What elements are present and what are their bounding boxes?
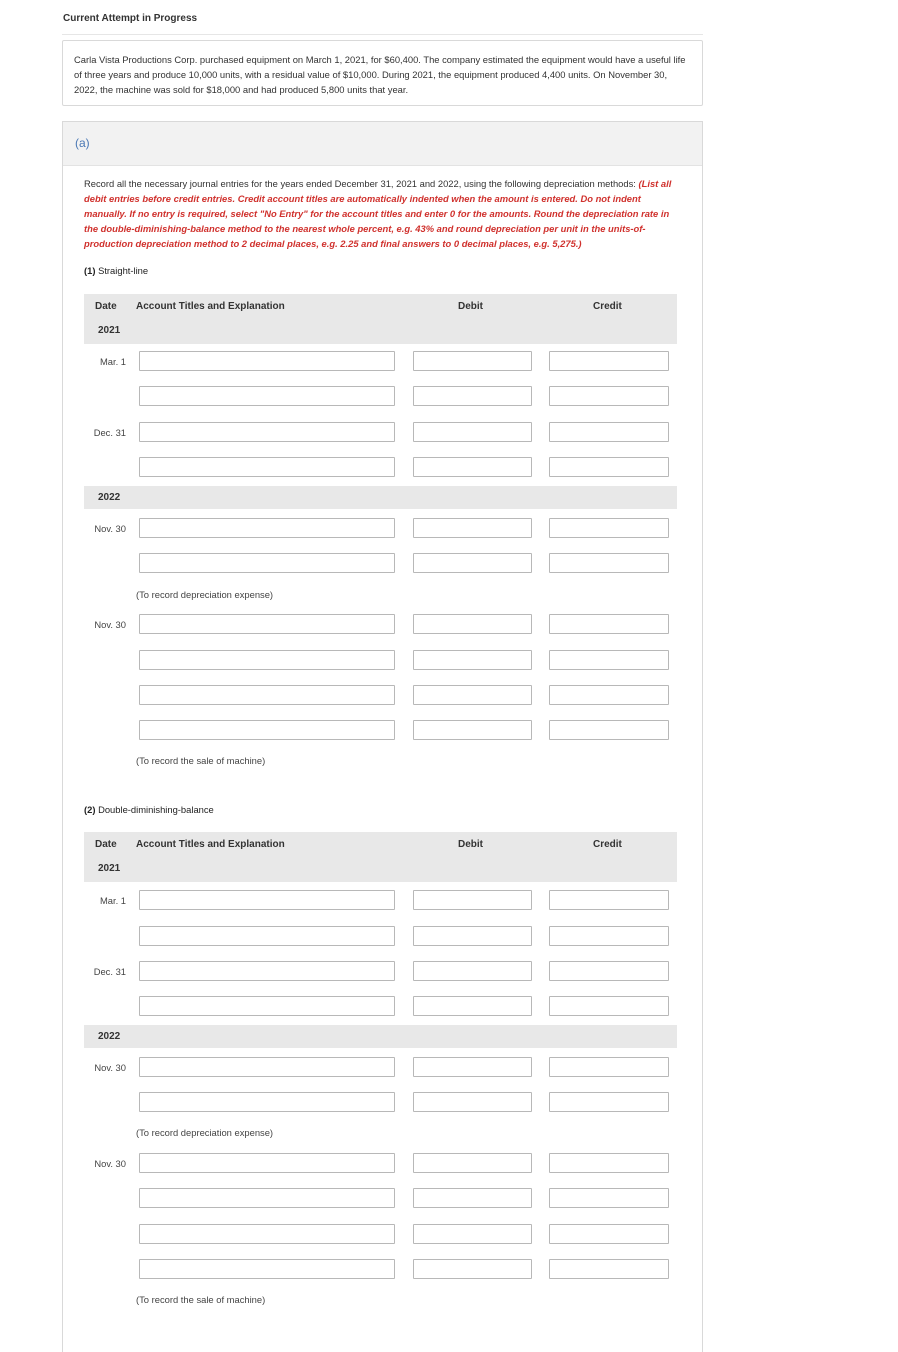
credit-input[interactable]: [549, 1057, 669, 1077]
credit-input[interactable]: [549, 890, 669, 910]
credit-input[interactable]: [549, 351, 669, 371]
date-mar-1: Mar. 1: [99, 895, 126, 906]
instructions-warning: (List all debit entries before credit entries. Credit account titles are automatically indented when the amount is entered. Do not indent manually. If no entry is required, select "No Entry" for the account titles and enter 0 for the amounts. Round the depreciation rate in the double-diminishing-balance method to the nearest whole percent, e.g. 43% and round depreciation per unit in the units-of-production depreciation method to 2 decimal places, e.g. 2.25 and final answers to 0 decimal places, e.g. 5,275.): [84, 178, 672, 249]
date-mar-1: Mar. 1: [99, 356, 126, 367]
memo-sale: (To record the sale of machine): [136, 755, 266, 766]
header-debit: Debit: [458, 301, 483, 312]
debit-input[interactable]: [413, 720, 532, 740]
account-input[interactable]: [139, 961, 395, 981]
debit-input[interactable]: [413, 386, 532, 406]
header-account: Account Titles and Explanation: [136, 839, 285, 850]
header-credit: Credit: [593, 301, 622, 312]
credit-input[interactable]: [549, 614, 669, 634]
method-label-straight-line: [84, 265, 148, 276]
date-nov-30: Nov. 30: [94, 523, 126, 534]
account-input[interactable]: [139, 1224, 395, 1244]
journal-table-header: [84, 294, 677, 344]
credit-input[interactable]: [549, 996, 669, 1016]
credit-input[interactable]: [549, 518, 669, 538]
header-credit: Credit: [593, 839, 622, 850]
account-input[interactable]: [139, 926, 395, 946]
year-label: 2021: [98, 325, 121, 336]
debit-input[interactable]: [413, 457, 532, 477]
credit-input[interactable]: [549, 1224, 669, 1244]
method-number: (1): [84, 265, 96, 276]
credit-input[interactable]: [549, 926, 669, 946]
account-input[interactable]: [139, 553, 395, 573]
year-label: 2021: [98, 863, 121, 874]
header-date: Date: [95, 839, 117, 850]
debit-input[interactable]: [413, 553, 532, 573]
credit-input[interactable]: [549, 1092, 669, 1112]
debit-input[interactable]: [413, 1092, 532, 1112]
account-input[interactable]: [139, 1092, 395, 1112]
date-dec-31: Dec. 31: [93, 427, 126, 438]
credit-input[interactable]: [549, 386, 669, 406]
debit-input[interactable]: [413, 1224, 532, 1244]
method-name: Double-diminishing-balance: [98, 804, 214, 815]
credit-input[interactable]: [549, 1259, 669, 1279]
method-label-double-diminishing: [84, 804, 214, 815]
part-a-header: [63, 122, 702, 166]
date-nov-30: Nov. 30: [94, 1062, 126, 1073]
debit-input[interactable]: [413, 614, 532, 634]
year-band: [84, 486, 677, 509]
account-input[interactable]: [139, 422, 395, 442]
problem-statement-box: [62, 40, 703, 106]
credit-input[interactable]: [549, 961, 669, 981]
problem-text: Carla Vista Productions Corp. purchased equipment on March 1, 2021, for $60,400. The company estimated the equipment would have a useful life of three years and produce 10,000 units, with a residual value of $10,000. During 2021, the equipment produced 4,400 units. On November 30, 2022, the machine was sold for $18,000 and had produced 5,800 units that year.: [74, 54, 686, 95]
year-band: [84, 1025, 677, 1048]
debit-input[interactable]: [413, 961, 532, 981]
debit-input[interactable]: [413, 1153, 532, 1173]
attempt-title: Current Attempt in Progress: [63, 13, 198, 24]
memo-depreciation: (To record depreciation expense): [136, 589, 274, 600]
debit-input[interactable]: [413, 518, 532, 538]
account-input[interactable]: [139, 518, 395, 538]
part-label: (a): [75, 136, 90, 150]
credit-input[interactable]: [549, 422, 669, 442]
credit-input[interactable]: [549, 457, 669, 477]
account-input[interactable]: [139, 650, 395, 670]
debit-input[interactable]: [413, 890, 532, 910]
account-input[interactable]: [139, 1259, 395, 1279]
method-name: Straight-line: [98, 265, 149, 276]
credit-input[interactable]: [549, 553, 669, 573]
account-input[interactable]: [139, 720, 395, 740]
journal-table-header: [84, 832, 677, 882]
debit-input[interactable]: [413, 685, 532, 705]
header-date: Date: [95, 301, 117, 312]
debit-input[interactable]: [413, 926, 532, 946]
date-dec-31: Dec. 31: [93, 966, 126, 977]
memo-sale: (To record the sale of machine): [136, 1294, 266, 1305]
method-number: (2): [84, 804, 96, 815]
header-debit: Debit: [458, 839, 483, 850]
account-input[interactable]: [139, 1153, 395, 1173]
account-input[interactable]: [139, 890, 395, 910]
debit-input[interactable]: [413, 351, 532, 371]
credit-input[interactable]: [549, 720, 669, 740]
debit-input[interactable]: [413, 422, 532, 442]
date-nov-30: Nov. 30: [94, 1158, 126, 1169]
account-input[interactable]: [139, 1188, 395, 1208]
credit-input[interactable]: [549, 650, 669, 670]
credit-input[interactable]: [549, 685, 669, 705]
debit-input[interactable]: [413, 996, 532, 1016]
account-input[interactable]: [139, 996, 395, 1016]
debit-input[interactable]: [413, 1057, 532, 1077]
year-label: 2022: [98, 1031, 121, 1042]
debit-input[interactable]: [413, 1259, 532, 1279]
credit-input[interactable]: [549, 1153, 669, 1173]
date-nov-30: Nov. 30: [94, 619, 126, 630]
header-account: Account Titles and Explanation: [136, 301, 285, 312]
year-label: 2022: [98, 492, 121, 503]
instructions-intro: Record all the necessary journal entries for the years ended December 31, 2021 and 2022, using the following depreciation methods:: [84, 178, 639, 189]
account-input[interactable]: [139, 351, 395, 371]
account-input[interactable]: [139, 685, 395, 705]
memo-depreciation: (To record depreciation expense): [136, 1127, 274, 1138]
instructions: [84, 176, 684, 251]
debit-input[interactable]: [413, 1188, 532, 1208]
account-input[interactable]: [139, 1057, 395, 1077]
account-input[interactable]: [139, 386, 395, 406]
account-input[interactable]: [139, 457, 395, 477]
debit-input[interactable]: [413, 650, 532, 670]
credit-input[interactable]: [549, 1188, 669, 1208]
account-input[interactable]: [139, 614, 395, 634]
